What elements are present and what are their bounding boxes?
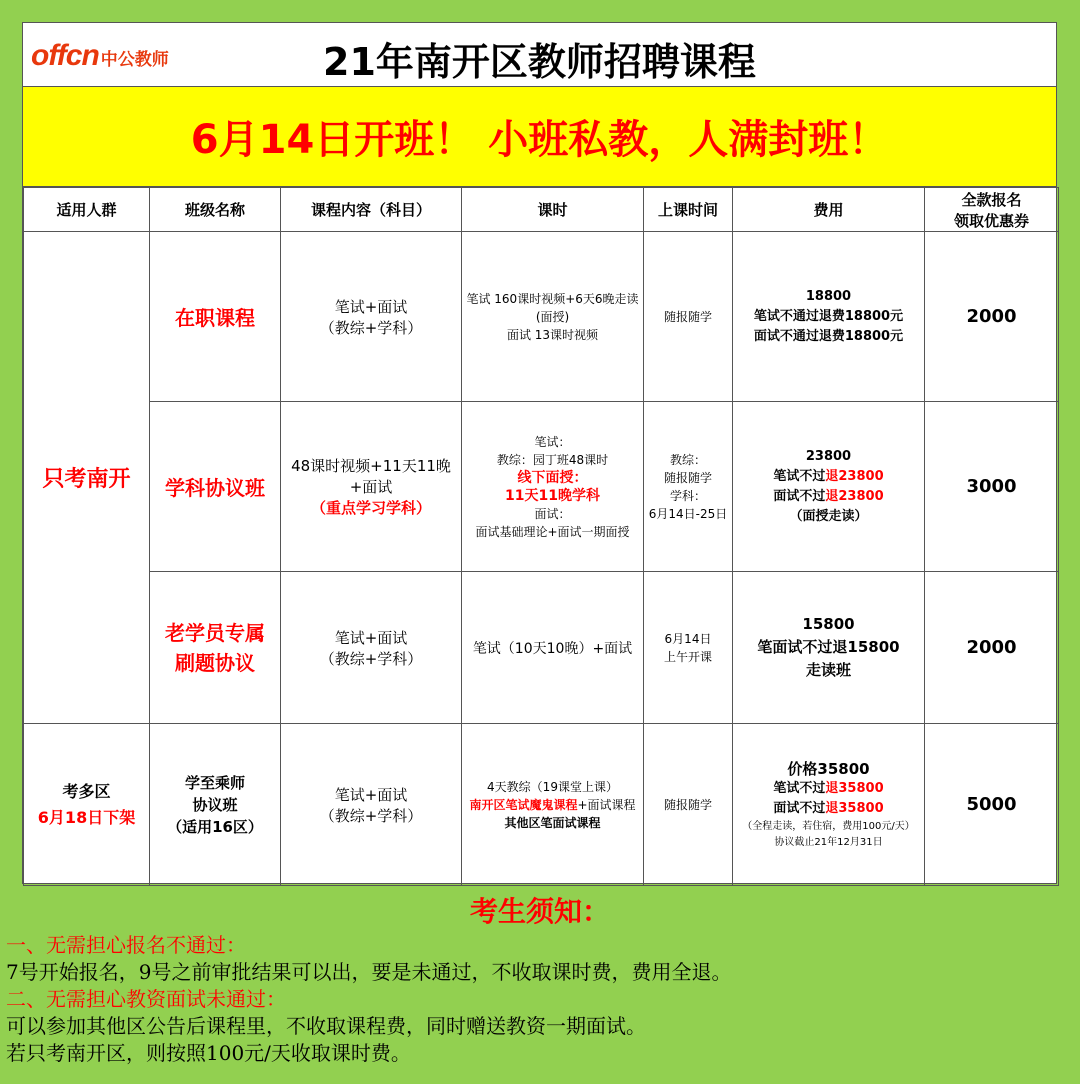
promo-banner: 6月14日开班！ 小班私教，人满封班！ <box>23 87 1056 187</box>
notice-heading-2: 二、无需担心教资面试未通过： <box>6 987 286 1011</box>
course-hours: 笔试（10天10晚）+面试 <box>462 572 644 724</box>
logo-cn: 中公教师 <box>100 50 169 69</box>
course-hours: 笔试： 教综：园丁班48课时 线下面授： 11天11晚学科 面试： 面试基础理论+面试一期面授 <box>462 402 644 572</box>
course-content: 笔试+面试 （教综+学科） <box>281 232 462 402</box>
title-bar <box>23 23 1056 87</box>
course-content: 笔试+面试 （教综+学科） <box>281 572 462 724</box>
course-table <box>23 187 1059 886</box>
course-content: 笔试+面试 （教综+学科） <box>281 724 462 886</box>
audience-nankai: 只考南开 <box>24 232 150 724</box>
coupon-value: 2000 <box>925 232 1059 402</box>
header-hours: 课时 <box>462 188 644 232</box>
logo-brand: offcn <box>31 39 99 72</box>
course-sheet <box>22 22 1057 884</box>
table-row <box>24 724 1059 886</box>
class-fee: 价格35800 笔试不过退35800 面试不过退35800 （全程走读，若住宿，费用100元/天） 协议截止21年12月31日 <box>733 724 925 886</box>
header-content: 课程内容（科目） <box>281 188 462 232</box>
coupon-value: 5000 <box>925 724 1059 886</box>
notice-section <box>0 884 1080 1084</box>
class-name: 老学员专属 刷题协议 <box>150 572 281 724</box>
class-time: 6月14日 上午开课 <box>644 572 733 724</box>
class-time: 随报随学 <box>644 724 733 886</box>
notice-heading-1: 一、无需担心报名不通过： <box>6 933 246 957</box>
table-header-row <box>24 188 1059 232</box>
header-coupon: 全款报名 领取优惠券 <box>925 188 1059 232</box>
class-time: 教综： 随报随学 学科： 6月14日-25日 <box>644 402 733 572</box>
header-time: 上课时间 <box>644 188 733 232</box>
coupon-value: 2000 <box>925 572 1059 724</box>
table-row <box>24 232 1059 402</box>
course-hours: 笔试 160课时视频+6天6晚走读 (面授) 面试 13课时视频 <box>462 232 644 402</box>
header-fee: 费用 <box>733 188 925 232</box>
course-hours: 4天教综（19课堂上课） 南开区笔试魔鬼课程+面试课程 其他区笔面试课程 <box>462 724 644 886</box>
audience-multi-district: 考多区 6月18日下架 <box>24 724 150 886</box>
class-time: 随报随学 <box>644 232 733 402</box>
coupon-value: 3000 <box>925 402 1059 572</box>
class-name: 学科协议班 <box>150 402 281 572</box>
notice-paragraph-3: 若只考南开区，则按照100元/天收取课时费。 <box>6 1041 411 1065</box>
page-title: 21年南开区教师招聘课程 <box>323 40 756 84</box>
notice-title: 考生须知： <box>469 895 610 928</box>
class-name: 在职课程 <box>150 232 281 402</box>
header-audience: 适用人群 <box>24 188 150 232</box>
class-fee: 18800 笔试不通过退费18800元 面试不通过退费18800元 <box>733 232 925 402</box>
notice-paragraph-1: 7号开始报名，9号之前审批结果可以出，要是未通过，不收取课时费，费用全退。 <box>6 960 732 984</box>
table-row <box>24 572 1059 724</box>
class-fee: 23800 笔试不过退23800 面试不过退23800 （面授走读） <box>733 402 925 572</box>
class-name: 学至乘师 协议班 （适用16区） <box>150 724 281 886</box>
table-row <box>24 402 1059 572</box>
class-fee: 15800 笔面试不过退15800 走读班 <box>733 572 925 724</box>
course-content: 48课时视频+11天11晚+面试 （重点学习学科） <box>281 402 462 572</box>
notice-paragraph-2: 可以参加其他区公告后课程里，不收取课程费，同时赠送教资一期面试。 <box>6 1014 646 1038</box>
header-class-name: 班级名称 <box>150 188 281 232</box>
